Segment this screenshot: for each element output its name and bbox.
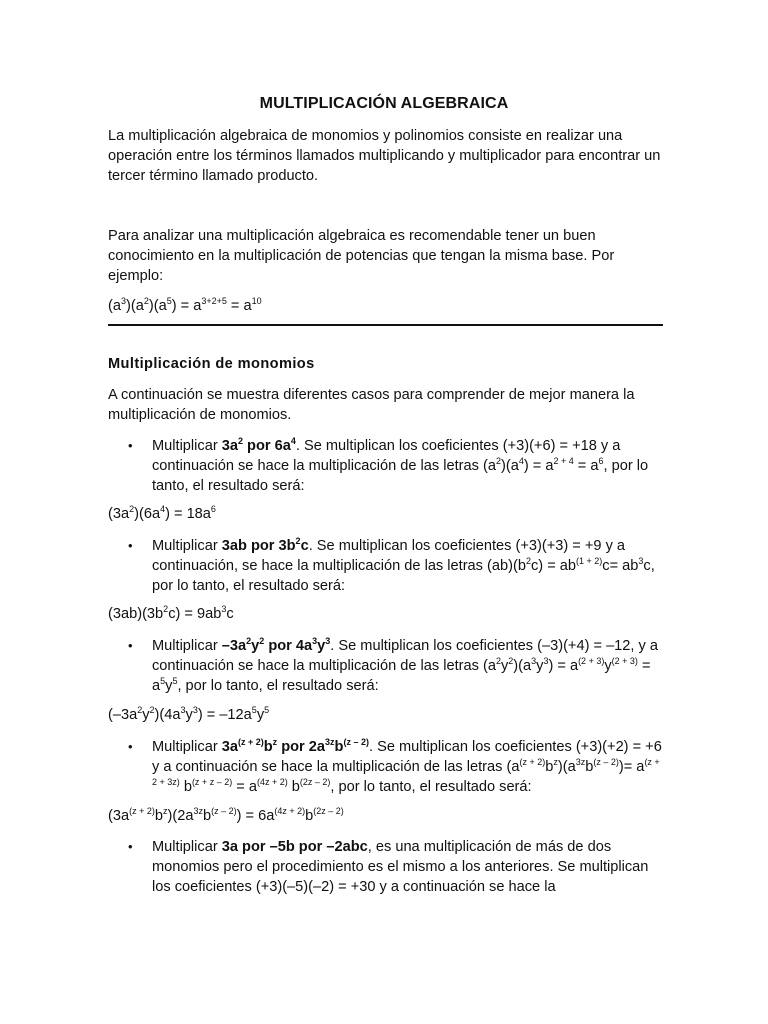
powers-paragraph: Para analizar una multiplicación algebraica es recomendable tener un buen conocimiento en la multiplicación de potencias que tengan la misma base. Por ejemplo: (108, 228, 615, 284)
bullet-marker: • (128, 638, 133, 653)
list-item-case-4: Multiplicar $3a^{(z + 2)}b^z$ por $2a^{3z}b^{(z - 2)}$. Se multiplican los coeficientes (+3)(+2) = +6 y a continuación se hace la multiplicación de las letras $(a^{(z + 2)}b^z)(a^{3z}b^{(z - 2)})= a^{(z + 2 + 3z)}$ $b^{(z + z - 2)} = a^{(4z + 2)}$ $b^{(2z - 2)}$, por lo tanto, el resultado será: (152, 737, 662, 795)
list-item-case-1: Multiplicar $3a^2$ por $6a^4$. Se multiplican los coeficientes (+3)(+6) = +18 y a continuación se hace la multiplicación de las letras $(a^2)(a^4) = a^{2 + 4} = a^6$, por lo tanto, el resultado será: (152, 436, 649, 494)
intro-paragraph: La multiplicación algebraica de monomios y polinomios consiste en realizar una operación entre los términos llamados multiplicando y multiplicador para encontrar un tercer término llamado producto. (108, 128, 661, 184)
list-item-case-5: Multiplicar 3a por –5b por –2abc, es una multiplicación de más de dos monomios pero el procedimiento es el mismo a los anteriores. Se multiplican los coeficientes (+3)(–5)(–2) = +30 y a continuación se hace la (152, 839, 649, 895)
bullet-marker: • (128, 538, 133, 553)
page-title: MULTIPLICACIÓN ALGEBRAICA (259, 95, 509, 112)
list-item-case-3: Multiplicar $-3a^2y^2$ por $4a^3y^3$. Se multiplican los coeficientes (–3)(+4) = –12, y a continuación se hace la multiplicación de las letras $(a^2y^2)(a^3y^3) = a^{(2 + 3)}y^{(2 + 3)} = a^5y^5$, por lo tanto, el resultado será: (152, 636, 658, 694)
example-formula: $(a^3)(a^2)(a^5) = a^{3+2+5} = a^{10}$ (108, 296, 262, 314)
section-intro: A continuación se muestra diferentes casos para comprender de mejor manera la multiplicación de monomios. (108, 387, 635, 423)
bullet-marker: • (128, 839, 133, 854)
result-case-2: $(3ab)(3b^2c) = 9ab^3c$ (108, 604, 234, 622)
result-case-1: $(3a^2)(6a^4) = 18a^6$ (108, 504, 216, 522)
result-case-4: $(3a^{(z + 2)}b^z)(2a^{3z}b^{(z - 2)}) = 6a^{(4z + 2)}b^{(2z - 2)}$ (108, 806, 344, 824)
bullet-marker: • (128, 438, 133, 453)
result-case-3: $(-3a^2y^2)(4a^3y^3) = -12a^5y^5$ (108, 705, 270, 723)
list-item-case-2: Multiplicar 3ab por $3b^2c$. Se multiplican los coeficientes (+3)(+3) = +9 y a continuación, se hace la multiplicación de las letras $(ab)(b^2c) = ab^{(1 + 2)}c= ab^3c$, por lo tanto, el resultado será: (152, 536, 655, 594)
bullet-marker: • (128, 739, 133, 754)
horizontal-divider (108, 324, 663, 326)
section-heading: Multiplicación de monomios (108, 356, 315, 372)
